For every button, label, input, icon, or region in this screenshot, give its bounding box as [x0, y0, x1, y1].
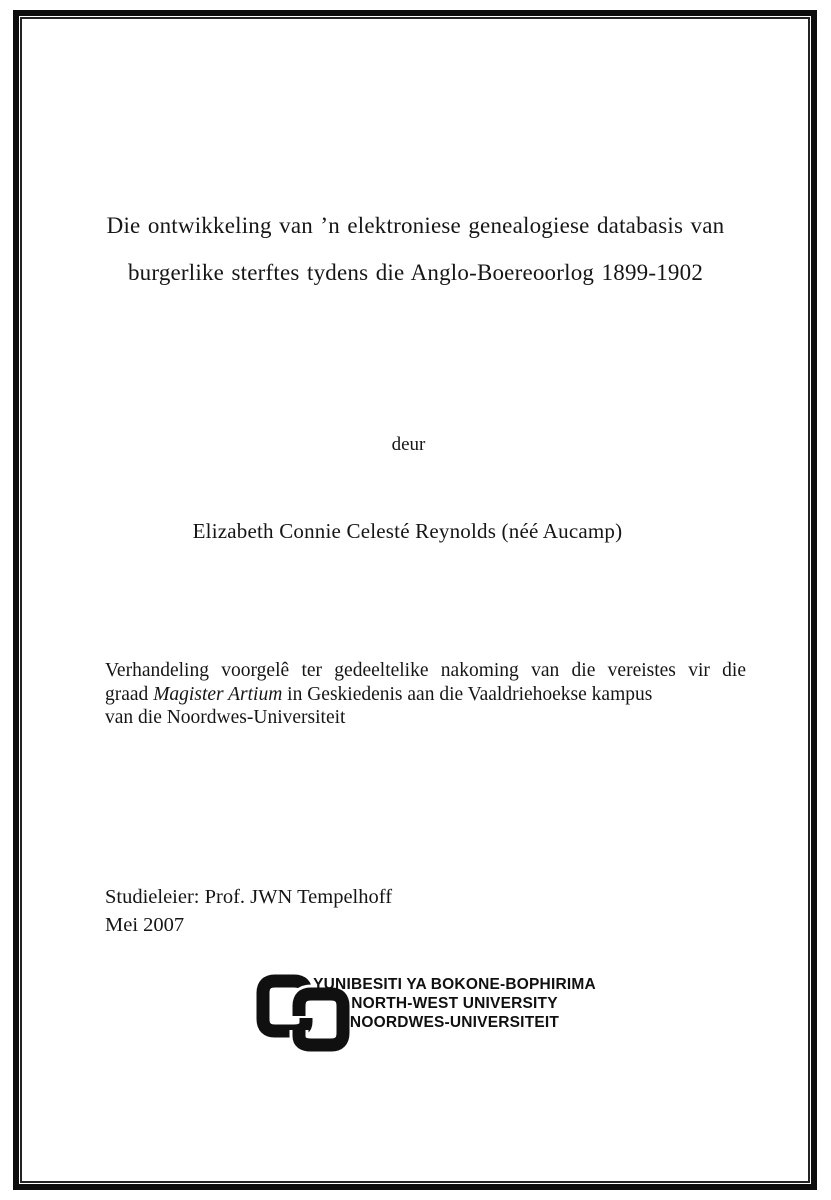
logo-wordmark-line-3: NOORDWES-UNIVERSITEIT: [349, 1014, 560, 1032]
logo-wordmark-line-1: YUNIBESITI YA BOKONE-BOPHIRIMA: [313, 976, 596, 993]
submission-statement: [105, 659, 746, 730]
submission-line-3: van die Noordwes-Universiteit: [105, 707, 346, 729]
supervisor-block: [105, 883, 392, 939]
submission-line-2-pre: graad: [105, 683, 154, 705]
degree-name: Magister Artium: [153, 683, 283, 705]
submission-line-2: [105, 683, 746, 707]
thesis-title-line-2: burgerlike sterftes tydens die Anglo-Boereoorlog 1899-1902: [127, 260, 704, 285]
supervisor-line: Studieleier: Prof. JWN Tempelhoff: [105, 886, 393, 908]
thesis-title-line-1: Die ontwikkeling van ’n elektroniese genealogiese databasis van: [106, 213, 725, 238]
submission-line-1: Verhandeling voorgelê ter gedeeltelike nakoming van die vereistes vir die: [105, 660, 746, 681]
logo-wordmark-line-2: NORTH-WEST UNIVERSITY: [351, 995, 558, 1013]
date-line: Mei 2007: [105, 914, 185, 936]
author-name: Elizabeth Connie Celesté Reynolds (néé Aucamp): [192, 519, 623, 543]
university-logo: [256, 971, 596, 1055]
thesis-title: [60, 202, 771, 296]
submission-line-2-post: in Geskiedenis aan die Vaaldriehoekse kampus: [282, 683, 653, 705]
byline: deur: [391, 434, 426, 455]
logo-wordmark: [312, 975, 597, 1033]
